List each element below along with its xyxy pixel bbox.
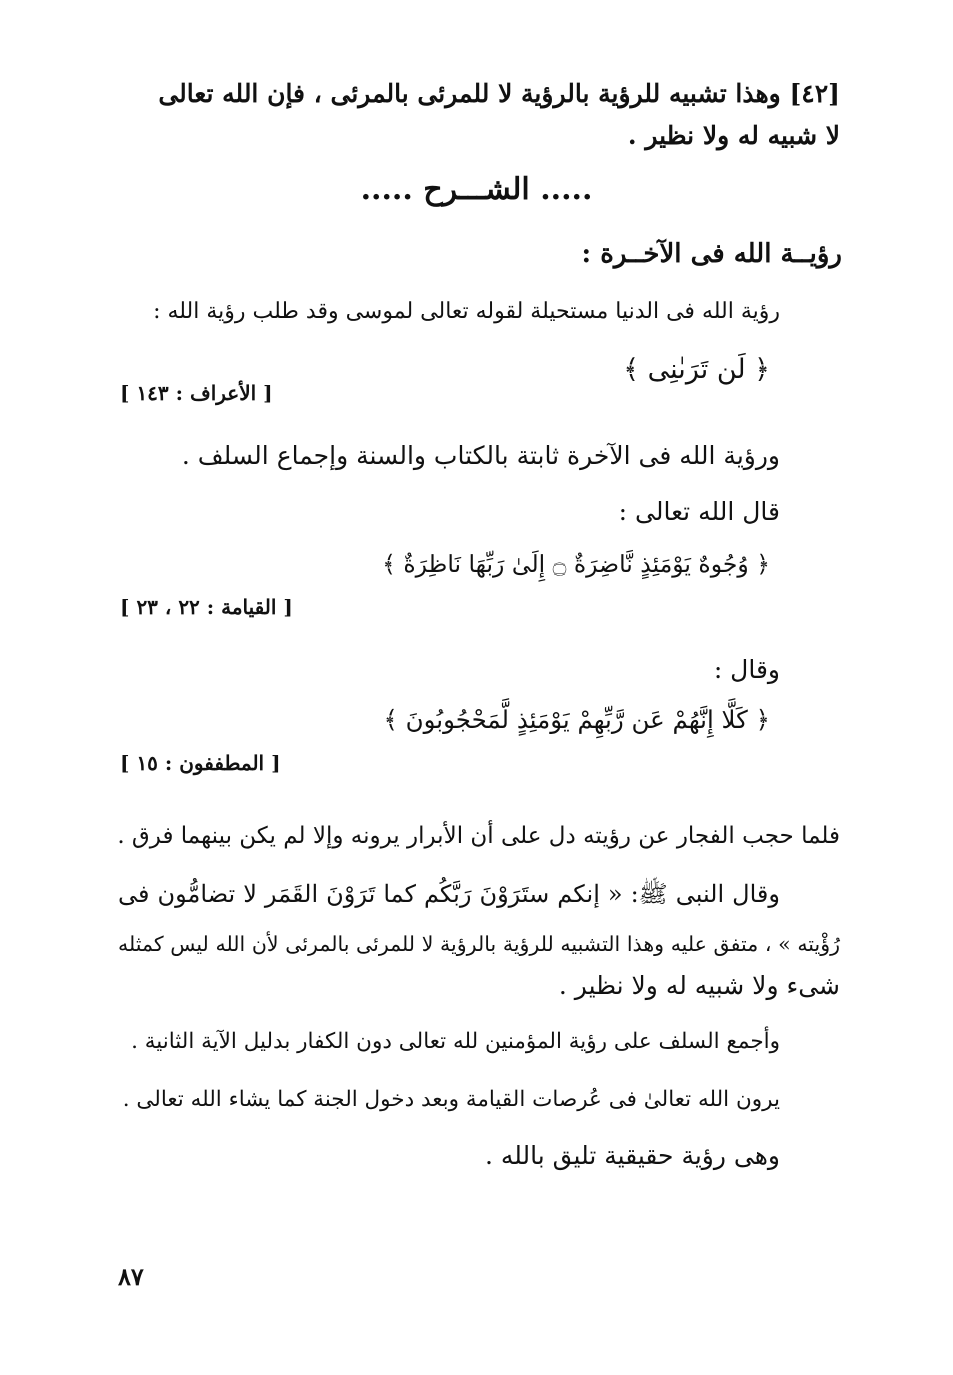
reference-al-qiyamah: [ القيامة : ٢٢ ، ٢٣ ]: [120, 595, 293, 619]
text-line-1: [٤٢] وهذا تشبيه للرؤية بالرؤية لا للمرئى بالمرئى ، فإن الله تعالى: [158, 79, 840, 108]
paragraph-4: وقال :: [713, 655, 780, 684]
paragraph-6-line-2: رُؤْيته » ، متفق عليه وهذا التشبيه للرؤية بالرؤية لا للمرئى بالمرئى لأن الله ليس كمثله: [118, 932, 840, 956]
sharh-heading: ..... الشـــرح .....: [360, 172, 593, 207]
reference-al-araf: [ الأعراف : ١٤٣ ]: [120, 381, 273, 405]
verse-al-qiyamah: ﴿ وُجُوهٌ يَوْمَئِذٍ نَّاضِرَةٌ ۝ إِلَىٰ رَبِّهَا نَاظِرَةٌ ﴾: [382, 550, 770, 578]
section-title: رؤيــة الله فى الآخــرة :: [581, 239, 842, 269]
paragraph-8: يرون الله تعالىٰ فى عُرصات القيامة وبعد دخول الجنة كما يشاء الله تعالى .: [122, 1087, 780, 1112]
verse-al-araf: ﴿ لَن تَرَىٰنِى ﴾: [623, 354, 770, 385]
paragraph-1: رؤية الله فى الدنيا مستحيلة لقوله تعالى لموسى وقد طلب رؤية الله :: [153, 299, 780, 324]
paragraph-3: قال الله تعالى :: [618, 497, 780, 526]
paragraph-9: وهى رؤية حقيقية تليق بالله .: [484, 1141, 780, 1170]
reference-al-mutaffifin: [ المطففون : ١٥ ]: [120, 751, 281, 775]
paragraph-6-line-1: وقال النبى ﷺ: « إنكم ستَرَوْنَ رَبَّكُم كما تَرَوْنَ القَمَر لا تضامُّون فى: [118, 880, 780, 908]
paragraph-6-line-3: شىء ولا شبيه له ولا نظير .: [558, 971, 840, 1000]
page-number: ٨٧: [118, 1262, 144, 1291]
verse-al-mutaffifin: ﴿ كَلَّا إِنَّهُمْ عَن رَّبِّهِمْ يَوْمَئِذٍ لَّمَحْجُوبُونَ ﴾: [383, 705, 770, 734]
paragraph-7: وأجمع السلف على رؤية المؤمنين لله تعالى دون الكفار بدليل الآية الثانية .: [131, 1029, 780, 1054]
paragraph-2: ورؤية الله فى الآخرة ثابتة بالكتاب والسنة وإجماع السلف .: [181, 441, 780, 470]
text-line-2: لا شبيه له ولا نظير .: [627, 121, 840, 150]
paragraph-5: فلما حجب الفجار عن رؤيته دل على أن الأبرار يرونه وإلا لم يكن بينهما فرق .: [117, 823, 840, 849]
